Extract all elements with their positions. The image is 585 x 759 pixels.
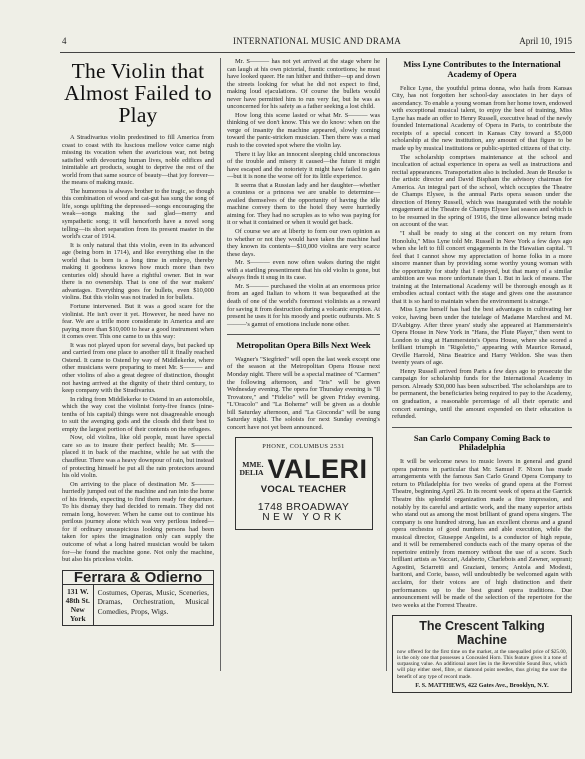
crescent-body: now offered for the first time on the market, at the unequalled price of $25.00, is the only one that possesses a Concealed Horn. This feature gives it a tone of surpassing value. An additional asset lies in the Reversible Sound Box, which will play either steel, fibre, or diamond point needles, thus giving the user the benefit of any type of record made. <box>397 649 567 680</box>
article-paragraph: How long this scene lasted or what Mr. S——— was thinking of we don't know. This we do know: when on the verge of insanity the machine appeared, slowly coming toward the panic-stricken musician. Then there was a mad rush to the coveted spot where the violin lay. <box>227 111 380 150</box>
article-paragraph: Fortune intervened. But it was a good scare for the violinist. He isn't over it yet. However, he need have no fear. We are a trifle more considerate in America and are paying more than $10,000 to hear a good instrument when it comes over. This one came to us this way: <box>62 303 214 341</box>
column-3 <box>392 58 572 693</box>
article-paragraph: It was not played upon for several days, but packed up and carried from one place to another till it finally reached Ostend. It came to Ostend by way of Middlekerke, where other musicians were preparing to meet Mr. S——— and other violins of also a great degree of distinction, thought not having arrived at the dignity of their third century, to keep company with the Stradivarius. <box>62 341 214 395</box>
article-paragraph: In riding from Middlekerke to Ostend in an automobile, which the way cost the violinist forty-five francs (nine-tenths of his capital) things were not disagreeable enough to suit the avenging gods and the clouds did their best to empty the largest portion of their contents on the refugees. <box>62 395 214 433</box>
header-rule <box>60 52 575 53</box>
column-divider <box>386 58 387 671</box>
article-paragraph: It is only natural that this violin, even in its advanced age (being born in 1714), and like everything else in the world that is born is a long time in embryo, thereby making it goodness knows how much more than two centuries old) should have a rightful owner. But in war there is no ownership. That is one of the war makers' advantages. Everything goes for bullets, even $10,000 violins. But this violin was not traded in for bullets. <box>62 241 214 302</box>
valeri-phone: PHONE, COLUMBUS 2531 <box>262 443 345 451</box>
article-paragraph: The scholarship comprises maintenance at the school and inculcation of actual experience in opera as well as instructions and recital appearances. Transportation also is included. Jean de Reszke is the artistic director and David Bispham the advisory chairman for America. An integral part of the school, which occupies the Theatre de Champs Elysee, is the annual Paris opera season under the direction of Henry Russell, which was inaugurated with the notable engagement at the Theatre de Champs Elysee last season and which is to be resumed in the spring of 1916, the time allowance being made on account of the war. <box>392 153 572 229</box>
article-paragraph: On arriving to the place of destination Mr. S——— hurriedly jumped out of the machine and ran into the home of his friends, expecting to find them ready for departure. To his dismay they had decided to remain. They did not remain long, however. When he came out to continue his perilous journey alone which was very perilous indeed—for if ordinary unsuspicious looking persons had been taken for spies the imagination only can supply the outcome of what a long haired musician would be taken for—he found the machine gone. Not only the machine, but also his priceless violin. <box>62 480 214 564</box>
article-paragraph: Of course we are at liberty to form our own opinion as to whether or not they would have taken the machine had they known its contents—$10,000 violins are very scarce these days. <box>227 228 380 258</box>
valeri-title-prefix: MME. <box>242 460 264 470</box>
page-header <box>62 36 572 50</box>
article-paragraph: "I shall be ready to sing at the concert on my return from Honolulu," Miss Lyne told Mr. Russell in New York a few days ago when she left to fill concert engagements in the Hawaiian capital. "I feel that I cannot show my appreciation of home folks in a more sincere manner than by providing some worthy young woman with the opportunity for study that I enjoyed, but that many of a similar ambition are was more unfortunate than I. But in lack of means. The training at the International Academy will be thorough enough as it embodies actual contact with the stage and gives one the assurance that it is so hard to maintain when the environment is strange." <box>392 229 572 305</box>
column-divider <box>220 58 221 671</box>
metropolitan-article-title: Metropolitan Opera Bills Next Week <box>236 340 371 351</box>
ad-address-line: New York <box>69 605 86 624</box>
ferrara-odierno-name: Ferrara & Odierno <box>63 571 213 586</box>
valeri-first-name: DELIA <box>239 468 264 478</box>
valeri-ad <box>235 437 373 529</box>
page-number: 4 <box>62 36 67 46</box>
column-1 <box>62 58 214 626</box>
article-paragraph: Mr. S——— has not yet arrived at the stage where he can laugh at his own pictorial, frantic contortions; he must have looked queer. He ran hither and thither—up and down the streets looking for what he did not expect to find, making loud ejaculations. Of course the bullets would never have permitted him to run very far, but he was as unconcerned for his safety as a father seeking a lost child. <box>227 58 380 111</box>
ferrara-odierno-description: Costumes, Operas, Music, Sceneries, Dramas, Orchestration, Musical Comedies, Props, Wigs. <box>97 588 209 616</box>
ferrara-odierno-ad <box>62 570 214 627</box>
crescent-title: The Crescent Talking Machine <box>419 619 545 648</box>
lyne-article-title: Miss Lyne Contributes to the International Academy of Opera <box>403 59 561 79</box>
section-divider <box>392 427 572 428</box>
issue-date: April 10, 1915 <box>519 36 572 46</box>
valeri-city: NEW YORK <box>262 512 345 524</box>
crescent-address: F. S. MATTHEWS, 422 Gates Ave., Brooklyn, N.Y. <box>415 681 549 689</box>
valeri-subtitle: VOCAL TEACHER <box>260 483 347 495</box>
valeri-name: VALERI <box>267 453 368 484</box>
article-paragraph: Henry Russell arrived from Paris a few days ago to prosecute the campaign for scholarship funds for the International Academy in person. Already $30,000 has been subscribed. The scholarships are to be permanent, the beneficiaries being required to pay to the Academy, on graduation, a reasonable percentage of all their operatic and concert earnings, until the amount expended on their education is refunded. <box>392 367 572 421</box>
ad-address-line: 131 W. 48th St. <box>65 587 90 606</box>
article-paragraph: Miss Lyne herself has had the best advantages in cultivating her voice, having been under the tutelage of Madame Marchesi and M. D'Aubigny. After three years' study she appeared at Hammerstein's Opera House in New York in "Hans, the Flute Player," then went to London to sing at Hammerstein's Opera House, where she scored a brilliant triumph in "Rigoletto," appearing with Maurice Renaud, Orville Harrold, Nina Beatrice and Harry Weldon. She was then twenty years of age. <box>392 306 572 367</box>
article-paragraph: Mr. S——— purchased the violin at an enormous price from an aged Italian to whom it was bequeathed at the death of one of the world's foremost violinists as a reward for saving it from destruction during a volcanic eruption. At present he uses it for his moody and poetic outbursts. Mr. S———'s gamut of emotions include none other. <box>227 282 380 328</box>
article-paragraph: There it lay like an innocent sleeping child unconscious of the trouble and misery it caused—the future it might have escaped and the notoriety it might have failed to gain—but it is none the worse off for its little experience. <box>227 150 380 181</box>
valeri-address: 1748 BROADWAY <box>257 500 350 513</box>
violin-article-body <box>62 134 214 564</box>
ferrara-odierno-address <box>63 585 94 625</box>
article-paragraph: Now, old violins, like old people, must have special care so as to insure their perfect health; Mr. S——— placed it in back of the machine, while he sat with the chauffeur. There was a heavy downpour of rain, but instead of protecting himself he put all the rain protectors around his old violin. <box>62 434 214 480</box>
article-paragraph: It seems that a Russian lady and her daughter—whether a countess or a princess we are unable to determine—availed themselves of the opportunity of having the idle machine convey them to the hotel they were hurriedly aiming for. They had no scruples as to who was paying for it or what it contained or when it would get back. <box>227 181 380 227</box>
article-paragraph: Felice Lyne, the youthful prima donna, who hails from Kansas City, has not forgotten her school-day associates in her days of ascendancy. To enable a young woman from her home town, endowed with exceptional musical talent, to enjoy the best of training, Miss Lyne has made an offer to Henry Russell, executive head of the newly founded International Academy of Opera in Paris, to contribute the receipts of a special concert in Kansas City toward a $5,000 scholarship at the new institution, any amount of that figure to be made up by musical institutions or public-spirited citizens of that city. <box>392 84 572 152</box>
section-divider <box>227 334 380 335</box>
violin-article-title: The Violin that Almost Failed to Play <box>64 59 212 127</box>
san-carlo-article-body: It will be welcome news to music lovers in general and grand opera patrons in particular that Mr. Samuel F. Nixon has made arrangements with the famous San Carlo Grand Opera Company to return to Philadelphia for two weeks of grand opera at the Forrest Theatre, beginning April 26. In its recent week of opera at the Garrick Theatre this splendid organization made a fine impression, and notably by its careful and artistic work, and the many superior artists who stand out as among the most brilliant of grand opera singers. The company is one hundred strong, has an excellent chorus and a grand opera orchestra of good numbers and able execution, while the musical director, Giuseppe Angelini, is a conductor of high repute, and it will be remembered conducts each of the many operas of the repertoire entirely from memory without the use of a score. Such brilliant artists as Vaccari, Adaberto, Charlebois and Zawner, soprani; Agostini, Sciarretti and Graziani, tenors; Antola and Modesti, baritoni, and Corie, basso, will undoubtedly be welcomed again with acclaim, for their voices are of high distinction and their performances up to the best grand opera traditions. Due announcement will be made of the selection of the repertoire for the two weeks at the Forrest Theatre. <box>392 458 572 609</box>
column-2 <box>227 58 380 530</box>
article-paragraph: A Stradivarius violin predestined to fill America from coast to coast with its luscious mellow voice came nigh missing its vocation when the avaricious war, not being satisfied with devouring human lives, noble edifices and inimitable art products, sought to deprive the rest of the world from that same source of beauty—that joy forever—the means of making music. <box>62 134 214 187</box>
san-carlo-article-title: San Carlo Company Coming Back to Philadelphia <box>413 432 551 453</box>
crescent-ad <box>392 615 572 693</box>
article-paragraph: The humorous is always brother to the tragic, so though this combination of wood and cat-gut has sung the song of life, songs uplifting the depressed—songs encouraging the weak—songs making the sad glad—merry and sympathetic song; it will henceforth have a novel song telling—its short separation from its present master in the world's czar of 1914. <box>62 187 214 241</box>
publication-title: INTERNATIONAL MUSIC AND DRAMA <box>232 36 402 46</box>
article-paragraph: Mr. S——— even now often wakes during the night with a startling presentiment that his old violin is gone, but always finds it snug in its case. <box>227 259 380 282</box>
metropolitan-article-body: Wagner's "Siegfried" will open the last week except one of the season at the Metropolitan Opera House next Monday night. There will be a special matinee of "Carmen" the following afternoon, and "Iris" will be given Wednesday evening. The opera for Thursday evening is "Il Trovatore," and "Fidelio" will be given Friday evening. "L'Oracolo" and "La Boheme" will be given as a double bill Saturday afternoon, and "La Gioconda" will be sung Saturday night. The soloists for next Sunday evening's concert have not yet been announced. <box>227 355 380 431</box>
